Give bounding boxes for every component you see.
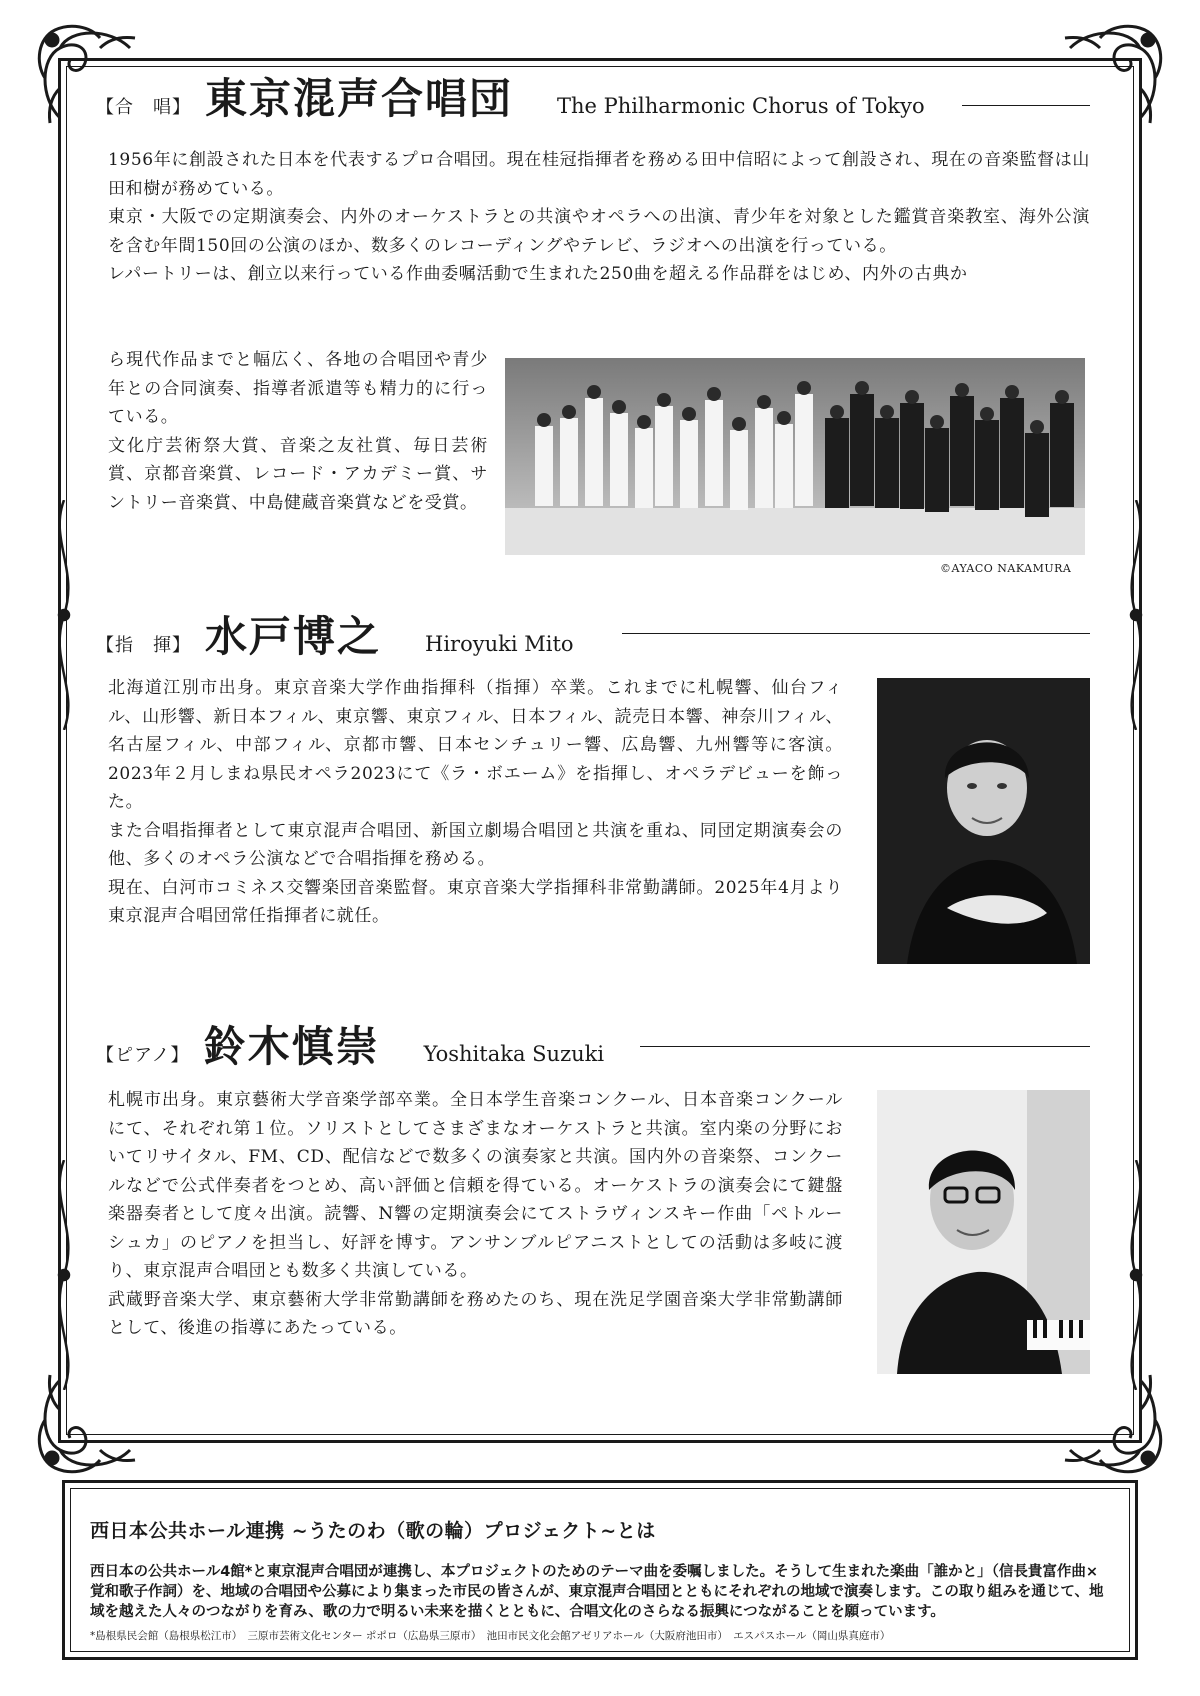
- chorus-name-en: The Philharmonic Chorus of Tokyo: [557, 94, 925, 118]
- pianist-paragraph: 札幌市出身。東京藝術大学音楽学部卒業。全日本学生音楽コンクール、日本音楽コンクールにて、それぞれ第１位。ソリストとしてさまざまなオーケストラと共演。室内楽の分野においてリサイタル、FM、CD、配信などで数多くの演奏家と共演。国内外の音楽祭、コンクールなどで公式伴奏者をつとめ、高い評価と信頼を得ている。オーケストラの演奏会にて鍵盤楽器奏者として度々出演。読響、N響の定期演奏会にてストラヴィンスキー作曲「ペトルーシュカ」のピアノを担当し、好評を博す。アンサンブルピアニストとしての活動は多岐に渡り、東京混声合唱団とも数多く共演している。: [108, 1090, 843, 1281]
- chorus-paragraph: 文化庁芸術祭大賞、音楽之友社賞、毎日芸術賞、京都音楽賞、レコード・アカデミー賞、サントリー音楽賞、中島健蔵音楽賞などを受賞。: [108, 435, 488, 513]
- conductor-role-label: 【指 揮】: [96, 635, 191, 656]
- conductor-name-en: Hiroyuki Mito: [425, 632, 574, 656]
- corner-ornament: [1060, 18, 1170, 128]
- chorus-group-photo: [505, 358, 1085, 555]
- conductor-paragraph: また合唱指揮者として東京混声合唱団、新国立劇場合唱団と共演を重ね、同団定期演奏会の他、多くのオペラ公演などで合唱指揮を務める。: [108, 820, 843, 869]
- side-ornament: [44, 500, 84, 730]
- pianist-paragraph: 武蔵野音楽大学、東京藝術大学非常勤講師を務めたのち、現在洗足学園音楽大学非常勤講師として、後進の指導にあたっている。: [108, 1289, 843, 1338]
- pianist-bio: [108, 1086, 843, 1343]
- photo-credit: ©AYACO NAKAMURA: [940, 562, 1072, 575]
- project-title: 西日本公共ホール連携 ~うたのわ（歌の輪）プロジェクト~とは: [90, 1520, 656, 1542]
- conductor-heading: [96, 604, 574, 664]
- heading-rule: [640, 1046, 1090, 1047]
- chorus-paragraph: 東京・大阪での定期演奏会、内外のオーケストラとの共演やオペラへの出演、青少年を対象とした鑑賞音楽教室、海外公演を含む年間150回の公演のほか、数多くのレコーディングやテレビ、ラジオへの出演を行っている。: [108, 207, 1090, 256]
- chorus-role-label: 【合 唱】: [96, 97, 191, 118]
- chorus-name-jp: 東京混声合唱団: [205, 74, 514, 123]
- chorus-bio-side: [108, 346, 488, 517]
- chorus-bio-full: [108, 146, 1090, 289]
- chorus-paragraph: 1956年に創設された日本を代表するプロ合唱団。現在桂冠指揮者を務める田中信昭によって創設され、現在の音楽監督は山田和樹が務めている。: [108, 150, 1090, 199]
- project-footnote: *島根県民会館（島根県松江市） 三原市芸術文化センター ポポロ（広島県三原市） 池田市民文化会館アゼリアホール（大阪府池田市） エスパスホール（岡山県真庭市）: [90, 1630, 891, 1642]
- chorus-heading: [96, 66, 925, 126]
- pianist-name-jp: 鈴木慎崇: [203, 1022, 380, 1071]
- side-ornament: [1116, 500, 1156, 730]
- heading-rule: [622, 633, 1090, 634]
- side-ornament: [1116, 1160, 1156, 1390]
- conductor-paragraph: 現在、白河市コミネス交響楽団音楽監督。東京音楽大学指揮科非常勤講師。2025年4月より東京混声合唱団常任指揮者に就任。: [108, 877, 843, 926]
- pianist-heading: [96, 1014, 604, 1074]
- pianist-role-label: 【ピアノ】: [96, 1045, 190, 1066]
- side-ornament: [44, 1160, 84, 1390]
- conductor-portrait: [877, 678, 1090, 964]
- chorus-paragraph: ら現代作品までと幅広く、各地の合唱団や青少年との合同演奏、指導者派遣等も精力的に行っている。: [108, 350, 488, 427]
- pianist-name-en: Yoshitaka Suzuki: [423, 1042, 605, 1066]
- heading-rule: [962, 105, 1090, 106]
- chorus-paragraph: レパートリーは、創立以来行っている作曲委嘱活動で生まれた250曲を超える作品群をはじめ、内外の古典か: [108, 264, 968, 284]
- pianist-portrait: [877, 1090, 1090, 1374]
- conductor-paragraph: 北海道江別市出身。東京音楽大学作曲指揮科（指揮）卒業。これまでに札幌響、仙台フィル、山形響、新日本フィル、東京響、東京フィル、日本フィル、読売日本響、神奈川フィル、名古屋フィル、中部フィル、京都市響、日本センチュリー響、広島響、九州響等に客演。2023年２月しまね県民オペラ2023にて《ラ・ボエーム》を指揮し、オペラデビューを飾った。: [108, 678, 843, 812]
- project-description: 西日本の公共ホール4館*と東京混声合唱団が連携し、本プロジェクトのためのテーマ曲を委嘱しました。そうして生まれた楽曲「誰かと」（信長貴富作曲×覚和歌子作詞）を、地域の合唱団や公募により集まった市民の皆さんが、東京混声合唱団とともにそれぞれの地域で演奏します。この取り組みを通じて、地域を越えた人々のつながりを育み、歌の力で明るい未来を描くとともに、合唱文化のさらなる振興につながることを願っています。: [90, 1564, 1104, 1620]
- conductor-bio: [108, 674, 843, 931]
- conductor-name-jp: 水戸博之: [205, 612, 382, 661]
